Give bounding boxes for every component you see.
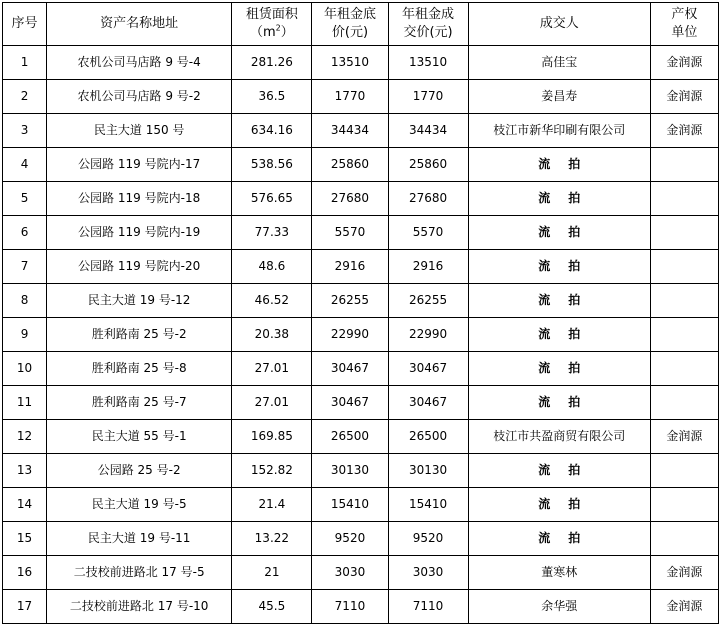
cell-deal-price: 30467: [388, 352, 468, 386]
table-header: [3, 3, 719, 46]
cell-address: 二技校前进路北 17 号-5: [47, 556, 232, 590]
cell-owner: [650, 216, 718, 250]
cell-address: 公园路 119 号院内-17: [47, 148, 232, 182]
header-owner-line1: 产权: [671, 7, 698, 22]
cell-owner: 金润源: [650, 590, 718, 624]
cell-deal-price: 5570: [388, 216, 468, 250]
cell-no: 16: [3, 556, 47, 590]
cell-area: 13.22: [232, 522, 312, 556]
cell-address: 民主大道 19 号-11: [47, 522, 232, 556]
cell-buyer: 流拍: [468, 148, 650, 182]
table-row: [3, 386, 719, 420]
cell-no: 1: [3, 46, 47, 80]
cell-address: 公园路 119 号院内-18: [47, 182, 232, 216]
cell-base-price: 1770: [312, 80, 388, 114]
cell-owner: 金润源: [650, 114, 718, 148]
cell-deal-price: 15410: [388, 488, 468, 522]
cell-no: 8: [3, 284, 47, 318]
cell-no: 10: [3, 352, 47, 386]
table-row: [3, 556, 719, 590]
table-row: [3, 182, 719, 216]
cell-address: 民主大道 19 号-12: [47, 284, 232, 318]
cell-area: 36.5: [232, 80, 312, 114]
cell-buyer: 流拍: [468, 250, 650, 284]
header-area-unit-sup: 2: [275, 23, 281, 33]
cell-owner: [650, 318, 718, 352]
cell-base-price: 26255: [312, 284, 388, 318]
cell-deal-price: 2916: [388, 250, 468, 284]
cell-owner: [650, 182, 718, 216]
cell-area: 45.5: [232, 590, 312, 624]
table-row: [3, 46, 719, 80]
header-base-line1: 年租金底: [323, 7, 376, 22]
cell-deal-price: 34434: [388, 114, 468, 148]
cell-deal-price: 26255: [388, 284, 468, 318]
table-row: [3, 148, 719, 182]
cell-deal-price: 22990: [388, 318, 468, 352]
cell-address: 农机公司马店路 9 号-2: [47, 80, 232, 114]
cell-owner: [650, 148, 718, 182]
cell-owner: [650, 522, 718, 556]
cell-no: 7: [3, 250, 47, 284]
table-row: [3, 454, 719, 488]
cell-deal-price: 27680: [388, 182, 468, 216]
cell-no: 11: [3, 386, 47, 420]
cell-base-price: 30130: [312, 454, 388, 488]
table-row: [3, 590, 719, 624]
cell-buyer: 董寒林: [468, 556, 650, 590]
cell-deal-price: 13510: [388, 46, 468, 80]
cell-no: 2: [3, 80, 47, 114]
header-owner: [650, 3, 718, 46]
cell-owner: [650, 352, 718, 386]
cell-deal-price: 25860: [388, 148, 468, 182]
cell-address: 民主大道 55 号-1: [47, 420, 232, 454]
cell-owner: 金润源: [650, 420, 718, 454]
cell-owner: [650, 488, 718, 522]
cell-no: 9: [3, 318, 47, 352]
cell-buyer: 枝江市新华印刷有限公司: [468, 114, 650, 148]
cell-area: 48.6: [232, 250, 312, 284]
table-row: [3, 284, 719, 318]
cell-base-price: 15410: [312, 488, 388, 522]
header-deal-line1: 年租金成: [402, 7, 455, 22]
cell-deal-price: 30130: [388, 454, 468, 488]
cell-base-price: 34434: [312, 114, 388, 148]
cell-area: 20.38: [232, 318, 312, 352]
cell-deal-price: 3030: [388, 556, 468, 590]
header-area-line1: 租赁面积: [245, 7, 298, 22]
cell-area: 152.82: [232, 454, 312, 488]
table-row: [3, 114, 719, 148]
cell-address: 公园路 25 号-2: [47, 454, 232, 488]
cell-buyer: 流拍: [468, 522, 650, 556]
cell-no: 12: [3, 420, 47, 454]
cell-address: 二技校前进路北 17 号-10: [47, 590, 232, 624]
table-row: [3, 318, 719, 352]
header-deal-price: [388, 3, 468, 46]
cell-base-price: 3030: [312, 556, 388, 590]
cell-area: 21: [232, 556, 312, 590]
cell-base-price: 26500: [312, 420, 388, 454]
table-row: [3, 216, 719, 250]
header-area-unit-open: （m: [249, 25, 276, 40]
header-row: [3, 3, 719, 46]
cell-no: 17: [3, 590, 47, 624]
cell-no: 14: [3, 488, 47, 522]
cell-base-price: 5570: [312, 216, 388, 250]
cell-buyer: 余华强: [468, 590, 650, 624]
header-base-price: [312, 3, 388, 46]
lease-results-table: [2, 2, 719, 624]
cell-buyer: 高佳宝: [468, 46, 650, 80]
cell-owner: 金润源: [650, 46, 718, 80]
cell-deal-price: 7110: [388, 590, 468, 624]
cell-base-price: 27680: [312, 182, 388, 216]
header-no: 序号: [3, 3, 47, 46]
cell-buyer: 流拍: [468, 182, 650, 216]
cell-no: 4: [3, 148, 47, 182]
header-address: 资产名称地址: [47, 3, 232, 46]
cell-buyer: 流拍: [468, 488, 650, 522]
cell-base-price: 25860: [312, 148, 388, 182]
cell-area: 169.85: [232, 420, 312, 454]
header-owner-line2: 单位: [671, 25, 698, 40]
cell-buyer: 流拍: [468, 216, 650, 250]
cell-owner: [650, 250, 718, 284]
cell-area: 27.01: [232, 352, 312, 386]
cell-no: 6: [3, 216, 47, 250]
cell-base-price: 7110: [312, 590, 388, 624]
cell-address: 胜利路南 25 号-7: [47, 386, 232, 420]
cell-buyer: 流拍: [468, 386, 650, 420]
cell-area: 576.65: [232, 182, 312, 216]
header-area-unit-close: ）: [280, 25, 294, 40]
cell-buyer: 流拍: [468, 454, 650, 488]
cell-address: 胜利路南 25 号-2: [47, 318, 232, 352]
cell-owner: 金润源: [650, 556, 718, 590]
cell-base-price: 22990: [312, 318, 388, 352]
cell-address: 农机公司马店路 9 号-4: [47, 46, 232, 80]
cell-buyer: 流拍: [468, 318, 650, 352]
cell-area: 21.4: [232, 488, 312, 522]
table-row: [3, 250, 719, 284]
header-deal-line2: 交价(元): [403, 25, 453, 40]
cell-address: 民主大道 150 号: [47, 114, 232, 148]
cell-buyer: 枝江市共盈商贸有限公司: [468, 420, 650, 454]
cell-owner: [650, 386, 718, 420]
header-buyer: 成交人: [468, 3, 650, 46]
cell-area: 634.16: [232, 114, 312, 148]
cell-base-price: 30467: [312, 352, 388, 386]
cell-owner: [650, 284, 718, 318]
cell-buyer: 姜昌寿: [468, 80, 650, 114]
table-body: [3, 46, 719, 624]
cell-no: 13: [3, 454, 47, 488]
table-row: [3, 352, 719, 386]
cell-no: 15: [3, 522, 47, 556]
cell-buyer: 流拍: [468, 352, 650, 386]
cell-base-price: 2916: [312, 250, 388, 284]
cell-area: 77.33: [232, 216, 312, 250]
cell-deal-price: 30467: [388, 386, 468, 420]
cell-address: 民主大道 19 号-5: [47, 488, 232, 522]
cell-owner: [650, 454, 718, 488]
cell-base-price: 13510: [312, 46, 388, 80]
cell-deal-price: 1770: [388, 80, 468, 114]
cell-no: 5: [3, 182, 47, 216]
cell-area: 46.52: [232, 284, 312, 318]
table-row: [3, 488, 719, 522]
cell-owner: 金润源: [650, 80, 718, 114]
cell-address: 胜利路南 25 号-8: [47, 352, 232, 386]
cell-deal-price: 9520: [388, 522, 468, 556]
cell-area: 281.26: [232, 46, 312, 80]
header-base-line2: 价(元): [331, 25, 369, 40]
cell-address: 公园路 119 号院内-20: [47, 250, 232, 284]
cell-deal-price: 26500: [388, 420, 468, 454]
cell-base-price: 9520: [312, 522, 388, 556]
cell-area: 538.56: [232, 148, 312, 182]
cell-base-price: 30467: [312, 386, 388, 420]
table-row: [3, 420, 719, 454]
table-row: [3, 522, 719, 556]
cell-area: 27.01: [232, 386, 312, 420]
header-area: [232, 3, 312, 46]
cell-address: 公园路 119 号院内-19: [47, 216, 232, 250]
table-row: [3, 80, 719, 114]
cell-no: 3: [3, 114, 47, 148]
cell-buyer: 流拍: [468, 284, 650, 318]
